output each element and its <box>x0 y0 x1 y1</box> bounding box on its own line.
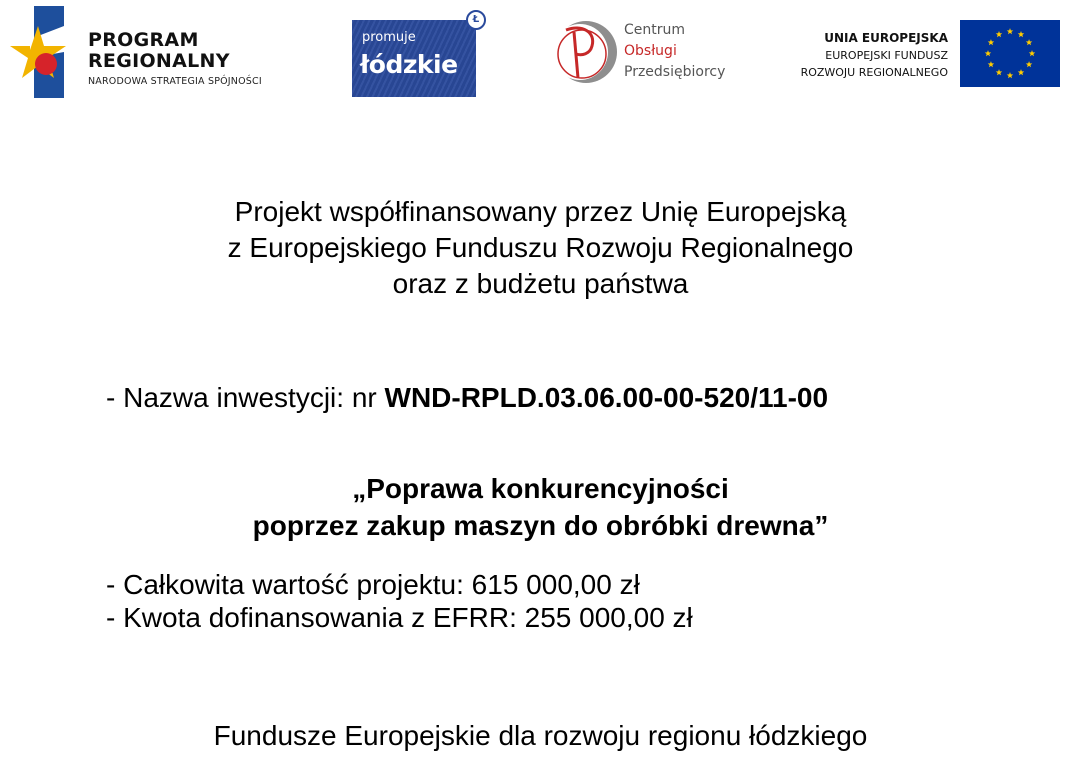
promuje-lodzkie-logo <box>350 10 490 90</box>
program-regionalny-logo <box>8 6 298 98</box>
cop-logo <box>552 16 726 90</box>
investment-number: WND-RPLD.03.06.00-00-520/11-00 <box>384 382 829 413</box>
cop-line2: Obsługi <box>624 43 677 59</box>
cofinancing-line1: Projekt współfinansowany przez Unię Europejską <box>234 196 847 227</box>
cop-emblem-icon <box>552 16 618 88</box>
cofinancing-statement <box>0 194 1081 302</box>
cofinancing-line3: oraz z budżetu państwa <box>392 268 689 299</box>
cop-line1: Centrum <box>624 22 686 38</box>
investment-prefix: - Nazwa inwestycji: nr <box>106 382 385 413</box>
program-line: PROGRAM <box>88 29 199 51</box>
amounts-list <box>106 568 693 634</box>
ue-text <box>770 30 948 81</box>
cofinancing-line2: z Europejskiego Funduszu Rozwoju Regionalnego <box>227 232 854 263</box>
ue-heading: UNIA EUROPEJSKA <box>824 31 948 45</box>
cofunding-value: - Kwota dofinansowania z EFRR: 255 000,00 zł <box>106 602 693 633</box>
lodzkie-badge-box <box>352 20 476 97</box>
lodzkie-big-text: łódzkie <box>360 50 458 79</box>
investment-line <box>106 381 828 414</box>
total-value: - Całkowita wartość projektu: 615 000,00 zł <box>106 569 640 600</box>
cop-line3: Przedsiębiorcy <box>624 64 726 80</box>
ue-fund-line: EUROPEJSKI FUNDUSZ <box>825 49 948 62</box>
lodzkie-small-text: promuje <box>362 30 416 45</box>
project-title <box>0 470 1081 544</box>
logo-bar <box>0 0 1081 105</box>
cop-text <box>624 20 725 83</box>
eu-flag-icon <box>960 20 1060 87</box>
lodzkie-circle-badge: Ł <box>466 10 486 30</box>
program-subtitle: NARODOWA STRATEGIA SPÓJNOŚCI <box>88 76 262 87</box>
project-title-line1: „Poprawa konkurencyjności <box>352 473 729 504</box>
regionalny-line: REGIONALNY <box>88 50 230 72</box>
footer-text: Fundusze Europejskie dla rozwoju regionu łódzkiego <box>213 720 868 751</box>
stars-emblem-icon <box>8 6 68 98</box>
project-title-line2: poprzez zakup maszyn do obróbki drewna” <box>252 510 829 541</box>
program-regionalny-title <box>88 30 230 72</box>
ue-regional-line: ROZWOJU REGIONALNEGO <box>800 66 948 79</box>
